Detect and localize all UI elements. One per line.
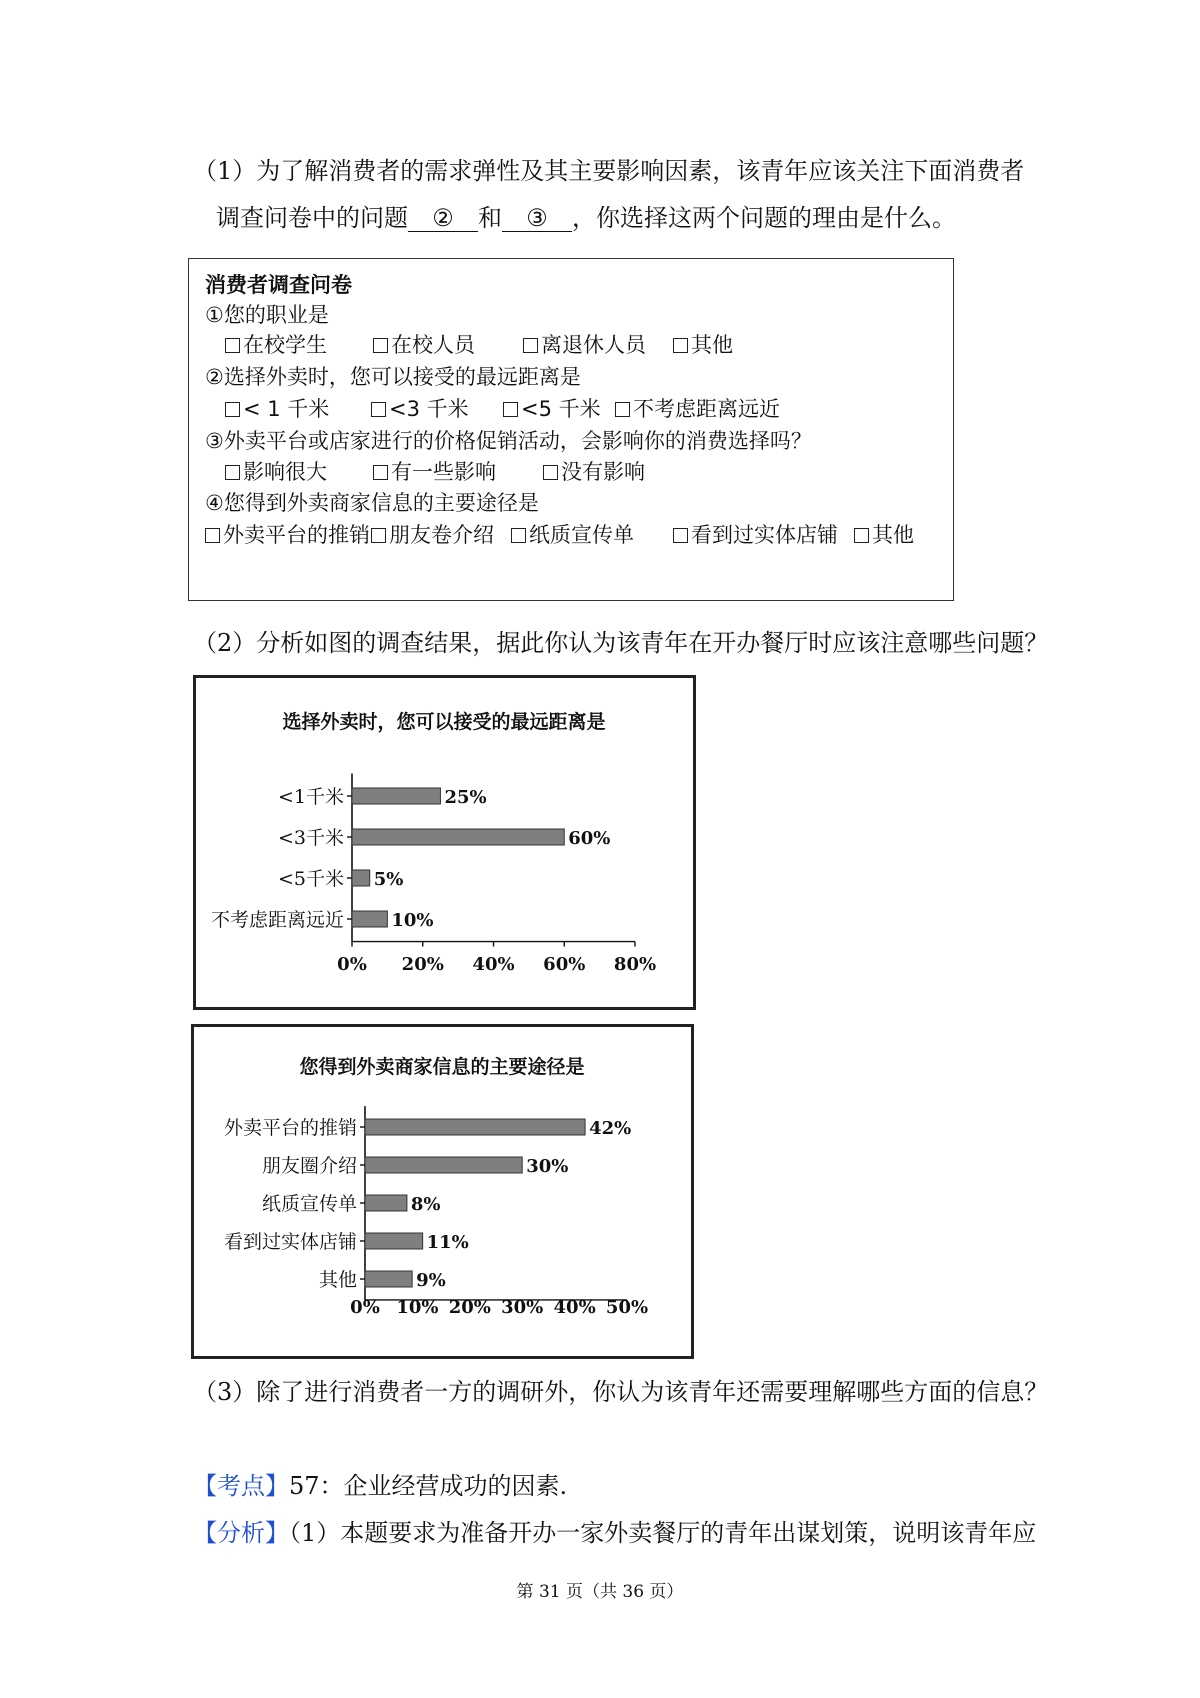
chart-title: 选择外卖时，您可以接受的最远距离是 (282, 711, 606, 733)
kaodian-line (193, 1471, 567, 1501)
category-label: 其他 (318, 1269, 357, 1291)
survey-q1: ①您的职业是 (205, 303, 329, 327)
category-label: <1千米 (277, 786, 344, 808)
option-checkbox: 离退休人员 (523, 331, 646, 359)
question-1-line-2 (216, 203, 956, 233)
answer-blank-2: ③ (502, 205, 572, 232)
checkbox-icon (615, 402, 630, 417)
x-tick-label: 60% (543, 954, 586, 975)
kaodian-text: 57：企业经营成功的因素. (289, 1472, 568, 1500)
chart-info-channel-svg (194, 1027, 691, 1356)
data-label: 9% (416, 1270, 446, 1291)
category-label: 纸质宣传单 (261, 1193, 357, 1215)
checkbox-icon (673, 528, 688, 543)
category-label: 朋友圈介绍 (261, 1155, 357, 1177)
option-checkbox: 其他 (673, 331, 733, 359)
kaodian-tag: 【考点】 (193, 1472, 289, 1500)
checkbox-icon (371, 528, 386, 543)
option-checkbox: 在校人员 (373, 331, 475, 359)
data-label: 42% (589, 1118, 632, 1139)
checkbox-icon (225, 465, 240, 480)
x-tick-label: 80% (613, 954, 657, 975)
bar (352, 870, 370, 886)
x-tick-label: 20% (448, 1297, 491, 1318)
option-checkbox: <3 千米 (371, 395, 469, 423)
data-label: 25% (444, 787, 487, 808)
question-1-prefix: 调查问卷中的问题 (216, 204, 408, 232)
option-checkbox: 没有影响 (543, 458, 645, 486)
data-label: 10% (391, 910, 434, 931)
checkbox-icon (511, 528, 526, 543)
bar (365, 1195, 407, 1211)
bar (365, 1271, 412, 1287)
checkbox-icon (854, 528, 869, 543)
category-label: 看到过实体店铺 (223, 1231, 357, 1253)
x-tick-label: 0% (350, 1297, 380, 1318)
fenxi-text: （1）本题要求为准备开办一家外卖餐厅的青年出谋划策，说明该青年应 (289, 1519, 1037, 1547)
x-tick-label: 0% (337, 954, 367, 975)
checkbox-icon (225, 338, 240, 353)
checkbox-icon (673, 338, 688, 353)
category-label: 外卖平台的推销 (223, 1117, 357, 1139)
checkbox-icon (373, 465, 388, 480)
x-tick-label: 20% (401, 954, 444, 975)
checkbox-icon (503, 402, 518, 417)
data-label: 5% (373, 869, 404, 890)
survey-q2: ②选择外卖时，您可以接受的最远距离是 (205, 365, 581, 389)
question-1-suffix: ，你选择这两个问题的理由是什么。 (572, 204, 956, 232)
option-checkbox: 纸质宣传单 (511, 521, 634, 549)
data-label: 11% (426, 1232, 469, 1253)
x-tick-label: 40% (472, 954, 515, 975)
page-footer: 第 31 页（共 36 页） (516, 1582, 684, 1602)
survey-q3: ③外卖平台或店家进行的价格促销活动，会影响你的消费选择吗？ (205, 429, 812, 453)
data-label: 30% (526, 1156, 569, 1177)
option-checkbox: 其他 (854, 521, 914, 549)
bar (352, 829, 564, 845)
option-checkbox: < 1 千米 (225, 395, 329, 423)
bar (352, 788, 440, 804)
bar (352, 911, 387, 927)
option-checkbox: 在校学生 (225, 331, 327, 359)
x-tick-label: 50% (605, 1297, 649, 1318)
option-checkbox: 影响很大 (225, 458, 327, 486)
chart-distance-svg (196, 678, 693, 1007)
option-checkbox: 有一些影响 (373, 458, 496, 486)
question-3: （3）除了进行消费者一方的调研外，你认为该青年还需要理解哪些方面的信息？ (193, 1378, 1049, 1406)
option-checkbox: <5 千米 (503, 395, 601, 423)
option-checkbox: 朋友卷介绍 (371, 521, 494, 549)
question-1-line-1: （1）为了解消费者的需求弹性及其主要影响因素，该青年应该关注下面消费者 (193, 157, 1025, 185)
survey-title: 消费者调查问卷 (205, 273, 352, 297)
checkbox-icon (373, 338, 388, 353)
x-tick-label: 40% (553, 1297, 596, 1318)
option-checkbox: 看到过实体店铺 (673, 521, 838, 549)
data-label: 8% (410, 1194, 441, 1215)
category-label: <3千米 (277, 827, 344, 849)
checkbox-icon (543, 465, 558, 480)
survey-questionnaire-box (188, 258, 954, 601)
chart-title: 您得到外卖商家信息的主要途径是 (299, 1056, 585, 1078)
checkbox-icon (523, 338, 538, 353)
category-label: <5千米 (277, 868, 344, 890)
option-checkbox: 不考虑距离远近 (615, 395, 780, 423)
question-2: （2）分析如图的调查结果，据此你认为该青年在开办餐厅时应该注意哪些问题？ (193, 629, 1049, 657)
question-1-and: 和 (478, 204, 502, 232)
answer-blank-1: ② (408, 205, 478, 232)
x-tick-label: 10% (396, 1297, 439, 1318)
option-checkbox: 外卖平台的推销 (205, 521, 370, 549)
chart-distance (193, 675, 696, 1010)
bar (365, 1157, 522, 1173)
chart-info-channel (191, 1024, 694, 1359)
checkbox-icon (225, 402, 240, 417)
survey-q4: ④您得到外卖商家信息的主要途径是 (205, 491, 539, 515)
fenxi-tag: 【分析】 (193, 1519, 289, 1547)
category-label: 不考虑距离远近 (210, 909, 344, 931)
checkbox-icon (205, 528, 220, 543)
data-label: 60% (568, 828, 611, 849)
bar (365, 1233, 423, 1249)
fenxi-line (193, 1518, 1036, 1548)
x-tick-label: 30% (501, 1297, 544, 1318)
bar (365, 1119, 585, 1135)
checkbox-icon (371, 402, 386, 417)
